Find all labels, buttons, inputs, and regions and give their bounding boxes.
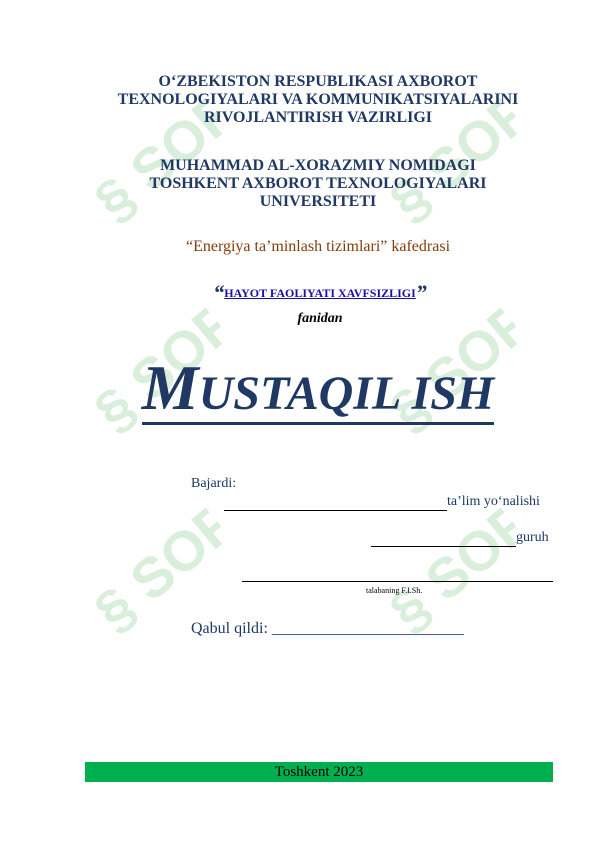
subject-line	[0, 280, 596, 306]
student-name-line[interactable]	[242, 581, 553, 582]
svg-text:§ SOFF: § SOFF	[82, 291, 244, 443]
subject-suffix: fanidan	[297, 311, 343, 326]
university-line: TOSHKENT AXBOROT TEXNOLOGIYALARI	[149, 175, 487, 192]
ministry-line: TEXNOLOGIYALARI VA KOMMUNIKATSIYALARINI	[117, 91, 519, 108]
svg-text:§ SOFF: § SOFF	[377, 491, 539, 643]
university-heading	[60, 157, 576, 211]
title-rest: USTAQIL ISH	[198, 367, 495, 420]
svg-text:§ SOFF: § SOFF	[377, 291, 539, 443]
university-line: UNIVERSITETI	[259, 193, 377, 210]
ministry-line: O‘ZBEKISTON RESPUBLIKASI AXBOROT	[158, 73, 478, 90]
svg-text:§ SOFF: § SOFF	[82, 491, 244, 643]
department-name: “Energiya ta’minlash tizimlari” kafedrasi	[185, 238, 451, 255]
open-quote: “	[213, 280, 225, 305]
svg-text:§ SOFF: § SOFF	[82, 81, 244, 233]
qabul-label: Qabul qildi: ________________________	[191, 620, 464, 637]
university-line: MUHAMMAD AL-XORAZMIY NOMIDAGI	[160, 157, 476, 174]
svg-text:§ SOFF: § SOFF	[377, 81, 539, 233]
subject-link[interactable]: HAYOT FAOLIYATI XAVFSIZLIGI	[224, 286, 416, 300]
group-label: guruh	[516, 530, 549, 545]
direction-line[interactable]	[224, 510, 447, 511]
ministry-heading	[60, 73, 576, 127]
student-caption: talabaning F.I.Sh.	[366, 586, 423, 595]
close-quote: ”	[415, 280, 427, 305]
ministry-line: RIVOJLANTIRISH VAZIRLIGI	[203, 109, 433, 126]
direction-label: ta’lim yo‘nalishi	[447, 494, 540, 509]
bajardi-label: Bajardi:	[191, 476, 237, 491]
document-title	[40, 352, 596, 425]
title-first-letter: M	[141, 352, 199, 423]
group-line[interactable]	[371, 546, 516, 547]
footer-city-year: Toshkent 2023	[85, 762, 553, 782]
